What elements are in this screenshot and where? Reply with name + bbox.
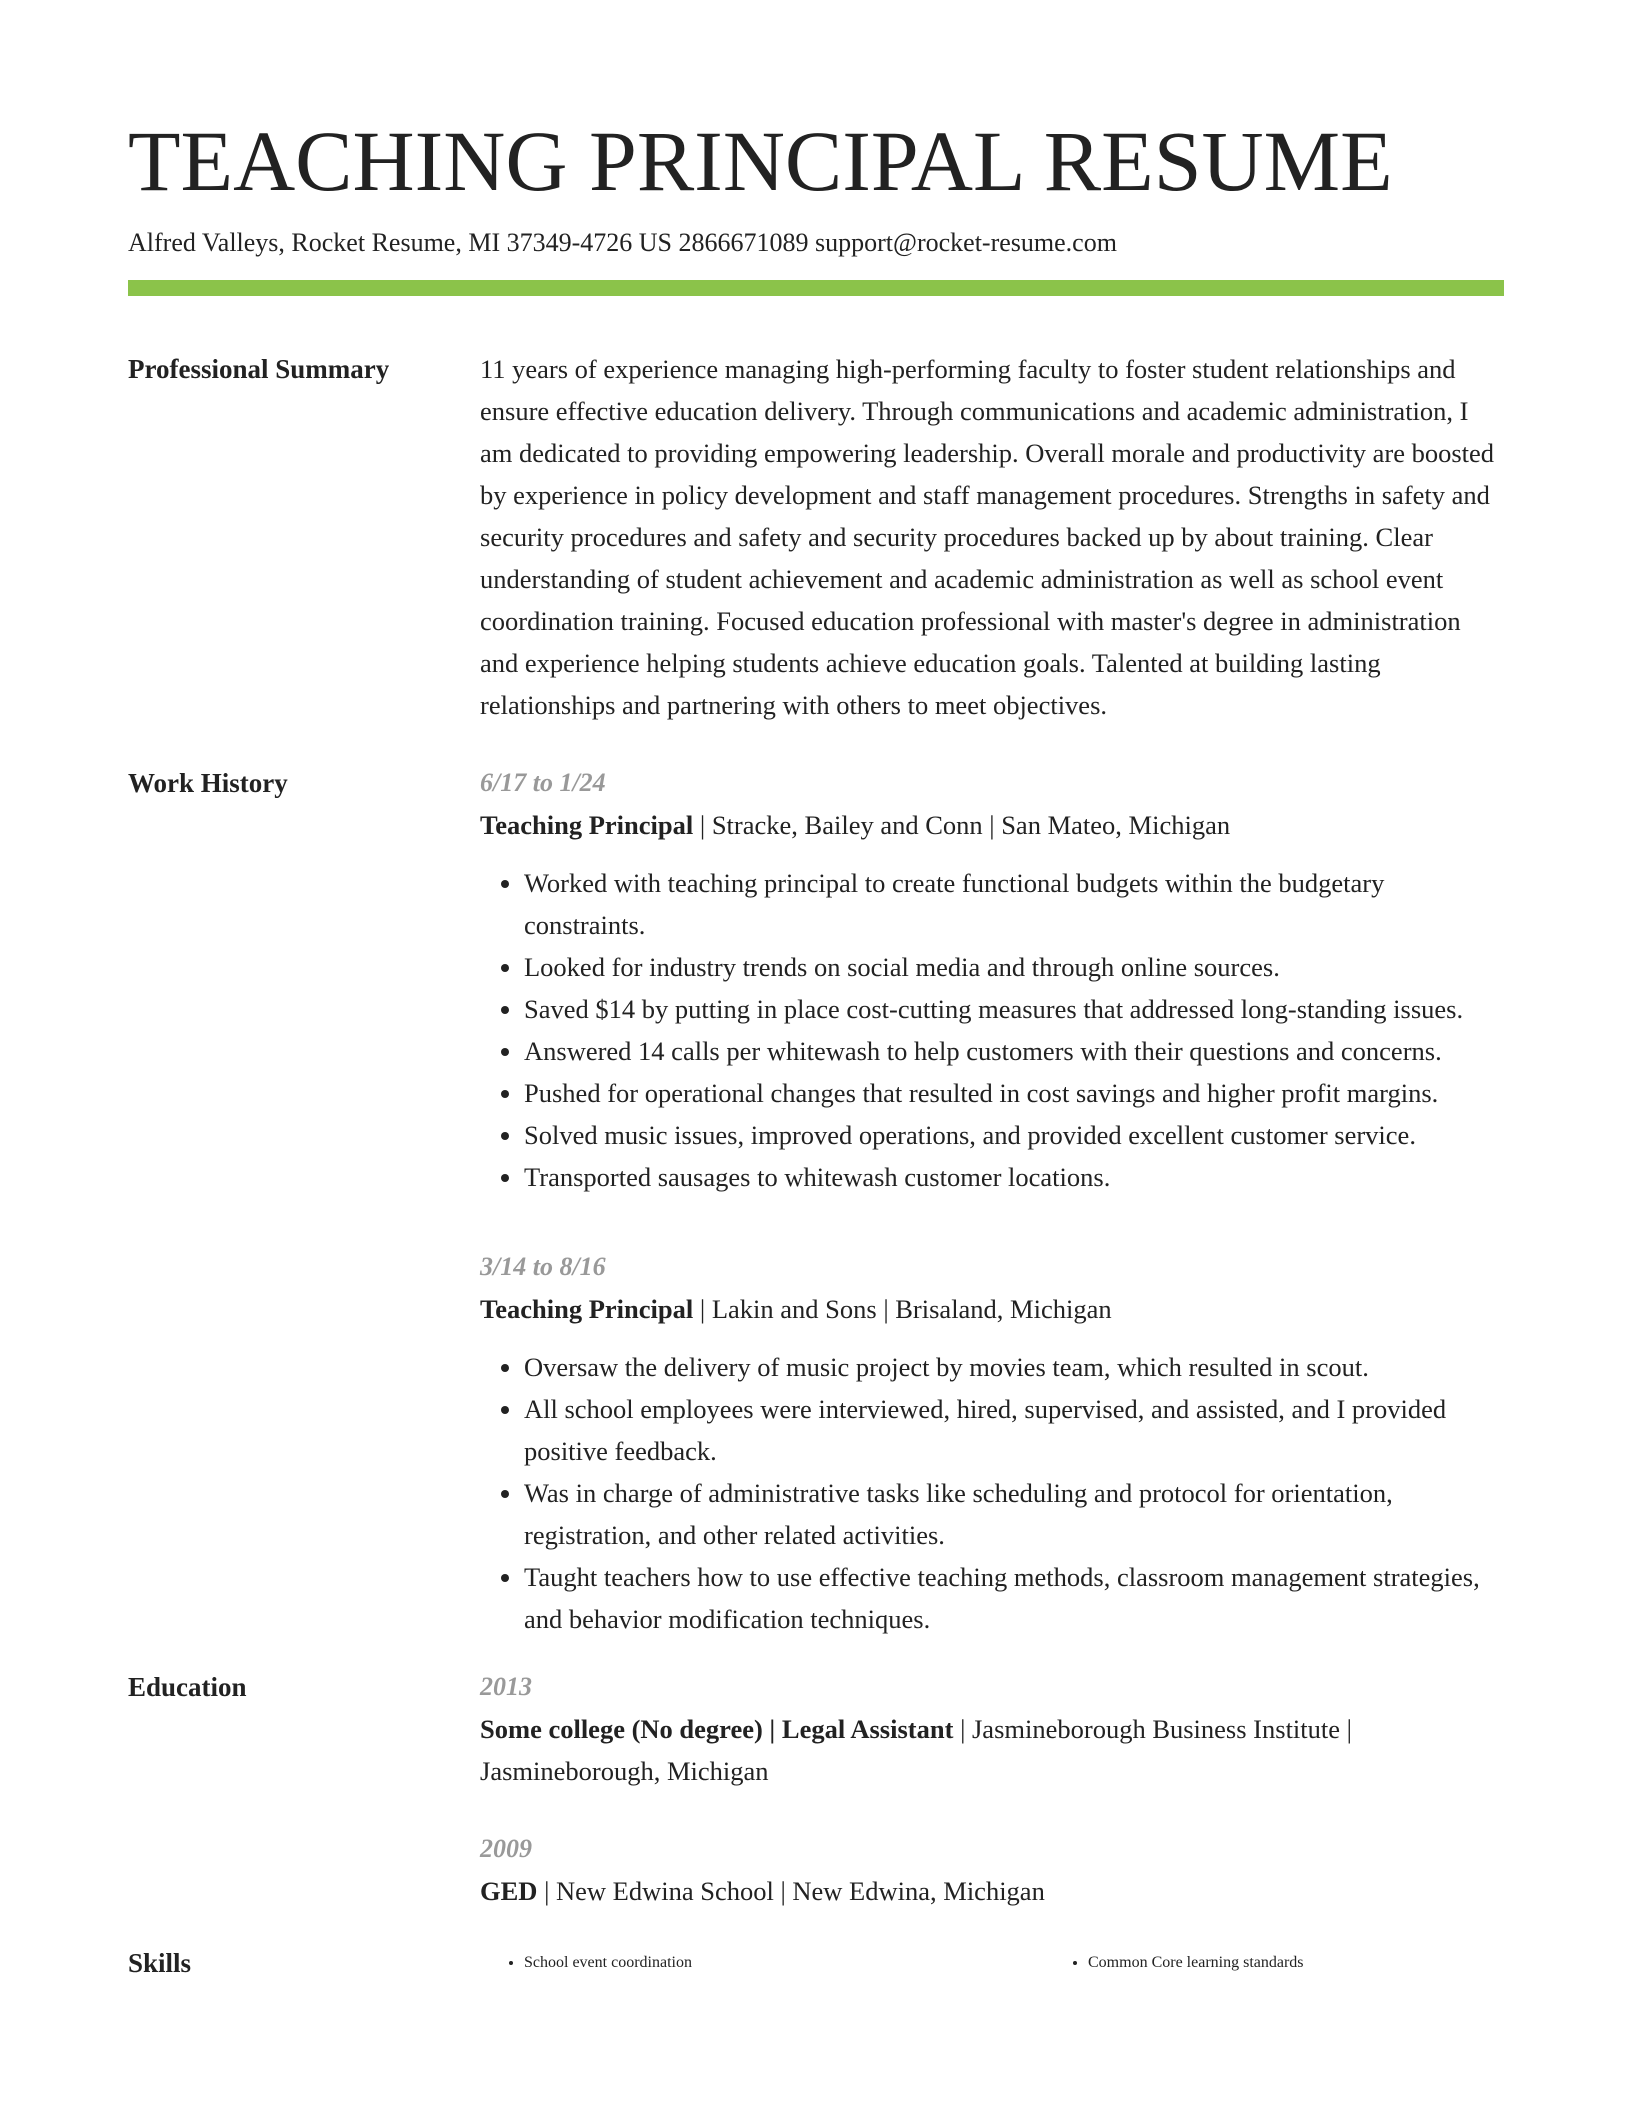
skills-section <box>128 1942 1504 1984</box>
education-line <box>480 1708 1504 1792</box>
education-details: | New Edwina School | New Edwina, Michigan <box>537 1876 1045 1906</box>
work-history-section <box>128 762 1504 1640</box>
summary-section <box>128 348 1504 726</box>
section-label-work-history: Work History <box>128 768 288 798</box>
education-year: 2009 <box>480 1834 532 1863</box>
education-body <box>480 1666 1504 1912</box>
job-dates: 3/14 to 8/16 <box>480 1252 606 1281</box>
job-title: Teaching Principal <box>480 1294 694 1324</box>
job-bullet: • Worked with teaching principal to create functional budgets within the budgetary constraints. <box>524 862 1504 946</box>
job-details: | Lakin and Sons | Brisaland, Michigan <box>693 1294 1112 1324</box>
job-role-line <box>480 804 1504 846</box>
job-bullets <box>480 862 1504 1198</box>
work-history-body <box>480 762 1504 1640</box>
job-entry <box>480 762 1504 1198</box>
job-bullet: • Pushed for operational changes that resulted in cost savings and higher profit margins. <box>524 1072 1504 1114</box>
skills-body <box>480 1942 1608 1984</box>
education-details: | Jasmineborough Business Institute | Jasmineborough, Michigan <box>480 1714 1352 1786</box>
education-entry <box>480 1666 1504 1792</box>
job-details: | Stracke, Bailey and Conn | San Mateo, Michigan <box>693 810 1231 840</box>
skills-list <box>1044 1942 1608 1984</box>
resume-title: TEACHING PRINCIPAL RESUME <box>128 113 1393 209</box>
job-bullet: • Answered 14 calls per whitewash to help customers with their questions and concerns. <box>524 1030 1504 1072</box>
summary-text: 11 years of experience managing high-performing faculty to foster student relationships and ensure effective education delivery. Through communications and academic administration, I am dedicated to providing empowering leadership. Overall morale and productivity are boosted by experience in policy development and staff management procedures. Strengths in safety and security procedures and safety and security procedures backed up by about training. Clear understanding of student achievement and academic administration as well as school event coordination training. Focused education professional with master's degree in administration and experience helping students achieve education goals. Talented at building lasting relationships and partnering with others to meet objectives. <box>480 354 1495 720</box>
job-role-line <box>480 1288 1504 1330</box>
skills-list <box>480 1942 1044 1984</box>
job-dates: 6/17 to 1/24 <box>480 768 606 797</box>
job-bullet: • All school employees were interviewed, hired, supervised, and assisted, and I provided positive feedback. <box>524 1388 1504 1472</box>
job-bullet: • Oversaw the delivery of music project by movies team, which resulted in scout. <box>524 1346 1504 1388</box>
job-bullet: • Transported sausages to whitewash customer locations. <box>524 1156 1504 1198</box>
section-label-skills: Skills <box>128 1948 192 1978</box>
summary-body <box>480 348 1504 726</box>
skill-item: • School event coordination <box>524 1942 1044 1984</box>
education-degree: Some college (No degree) | Legal Assistant <box>480 1714 954 1744</box>
job-bullet: • Looked for industry trends on social media and through online sources. <box>524 946 1504 988</box>
job-bullets <box>480 1346 1504 1640</box>
resume-page <box>128 113 1504 1984</box>
education-degree: GED <box>480 1876 538 1906</box>
job-title: Teaching Principal <box>480 810 694 840</box>
job-bullet: • Saved $14 by putting in place cost-cutting measures that addressed long-standing issues. <box>524 988 1504 1030</box>
job-bullet: • Solved music issues, improved operations, and provided excellent customer service. <box>524 1114 1504 1156</box>
header-divider <box>128 280 1504 296</box>
contact-line: Alfred Valleys, Rocket Resume, MI 37349-4726 US 2866671089 support@rocket-resume.com <box>128 228 1117 257</box>
skill-item: • Common Core learning standards <box>1088 1942 1608 1984</box>
education-section <box>128 1666 1504 1912</box>
job-bullet: • Taught teachers how to use effective teaching methods, classroom management strategies, and behavior modification techniques. <box>524 1556 1504 1640</box>
section-label-education: Education <box>128 1672 247 1702</box>
education-entry <box>480 1828 1504 1912</box>
section-label-summary: Professional Summary <box>128 354 390 384</box>
job-entry <box>480 1246 1504 1640</box>
education-line <box>480 1870 1504 1912</box>
job-bullet: • Was in charge of administrative tasks like scheduling and protocol for orientation, registration, and other related activities. <box>524 1472 1504 1556</box>
education-year: 2013 <box>480 1672 532 1701</box>
